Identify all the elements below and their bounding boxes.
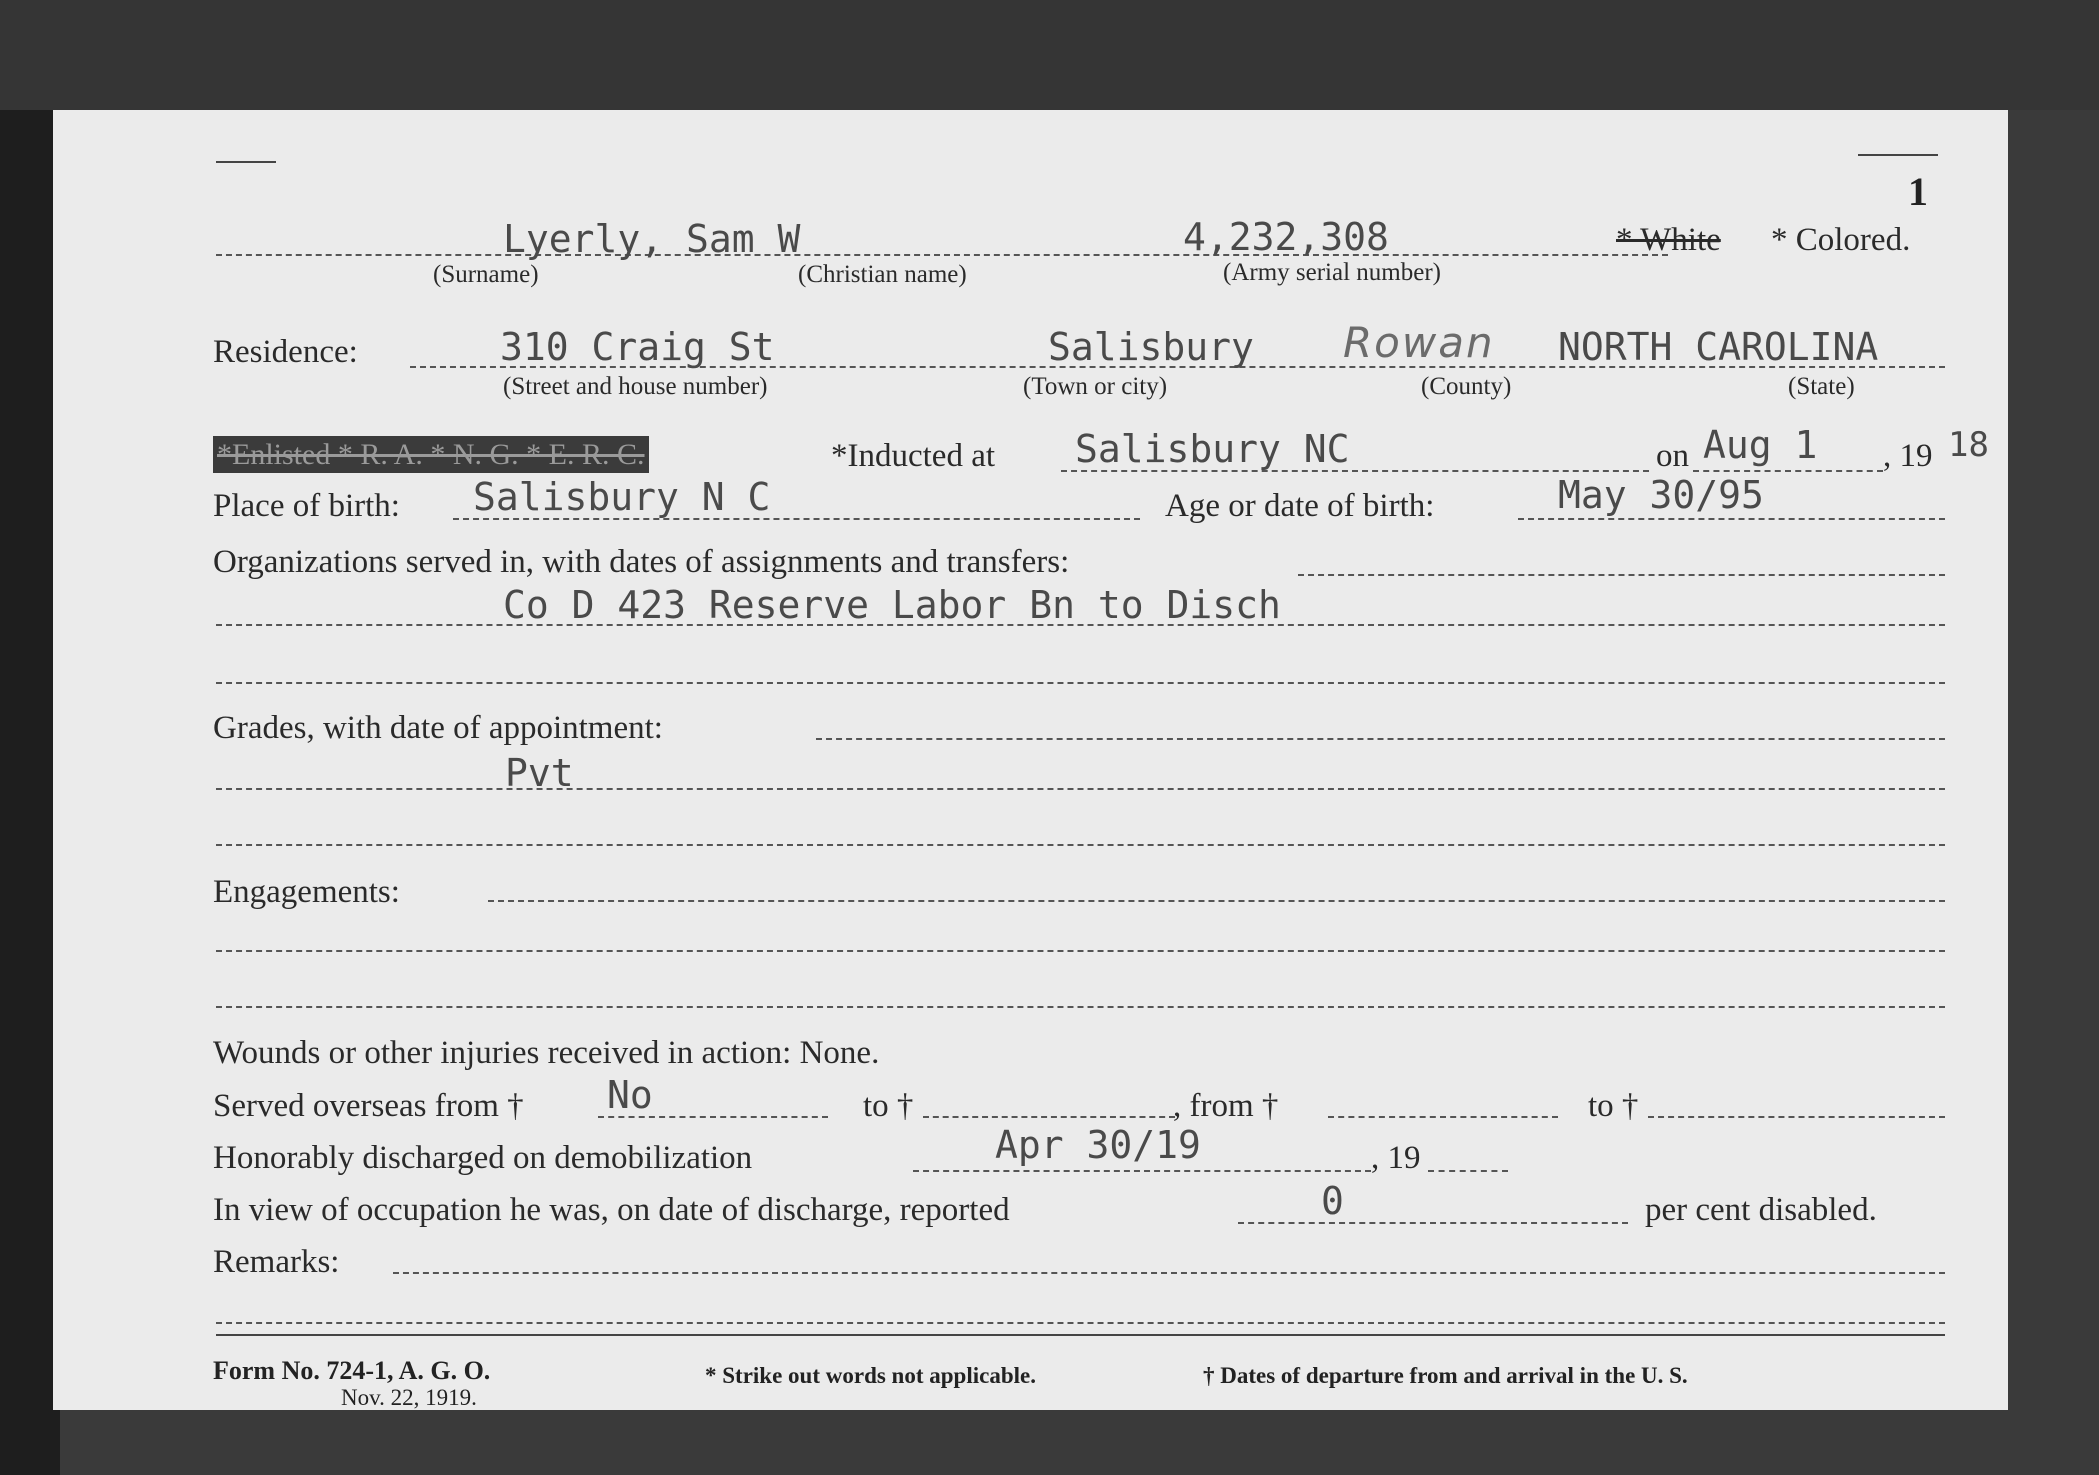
service-record-card: [53, 110, 2008, 1410]
organizations-value: Co D 423 Reserve Labor Bn to Disch: [503, 583, 1281, 627]
induction-year-prefix: , 19: [1883, 438, 1933, 474]
scanner-background-top: [0, 0, 2099, 110]
enlisted-options: *Enlisted * R. A. * N. G. * E. R. C.: [213, 440, 649, 470]
state-value: NORTH CAROLINA: [1558, 325, 1879, 369]
induction-date-value: Aug 1: [1703, 423, 1818, 467]
discharge-label: Honorably discharged on demobilization: [213, 1140, 753, 1176]
grades-line-2: [216, 788, 1945, 790]
overseas-to2-line: [1648, 1116, 1945, 1118]
birth-place-value: Salisbury N C: [473, 475, 771, 519]
engagements-line-1: [488, 900, 1945, 902]
organizations-line-3: [216, 682, 1945, 684]
disability-suffix: per cent disabled.: [1645, 1192, 1877, 1228]
remarks-line-2: [216, 1322, 1945, 1324]
name-line: [216, 254, 1668, 256]
colored-option: * Colored.: [1771, 222, 1911, 258]
discharge-date-line: [913, 1170, 1371, 1172]
strike-note: * Strike out words not applicable.: [705, 1363, 1036, 1388]
wounds-label: Wounds or other injuries received in action: None.: [213, 1035, 880, 1071]
disability-label: In view of occupation he was, on date of discharge, reported: [213, 1192, 1010, 1228]
engagements-line-3: [216, 1006, 1945, 1008]
induction-date-line: [1693, 470, 1883, 472]
discharge-year-line: [1428, 1170, 1508, 1172]
scanner-background-left: [0, 0, 60, 1475]
inducted-at-value: Salisbury NC: [1075, 427, 1350, 471]
induction-year-value: 18: [1948, 425, 1989, 465]
white-option: * White: [1616, 222, 1721, 258]
engagements-line-2: [216, 950, 1945, 952]
engagements-label: Engagements:: [213, 874, 400, 910]
overseas-to-line: [923, 1116, 1175, 1118]
disability-value: 0: [1321, 1179, 1344, 1223]
grades-value: Pvt: [505, 751, 574, 795]
card-number: 1: [1908, 169, 1928, 214]
footer-rule: [216, 1334, 1945, 1336]
surname-caption: (Surname): [433, 261, 539, 288]
organizations-label: Organizations served in, with dates of assignments and transfers:: [213, 544, 1070, 580]
birth-date-value: May 30/95: [1558, 473, 1764, 517]
county-caption: (County): [1421, 373, 1512, 400]
state-caption: (State): [1788, 373, 1855, 400]
overseas-from-label: , from †: [1173, 1088, 1279, 1124]
birth-place-label: Place of birth:: [213, 488, 400, 524]
town-value: Salisbury: [1048, 325, 1254, 369]
corner-mark-right: [1858, 154, 1938, 156]
grades-label: Grades, with date of appointment:: [213, 710, 663, 746]
county-value: Rowan: [1343, 318, 1495, 367]
overseas-label: Served overseas from †: [213, 1088, 524, 1124]
name-value: Lyerly, Sam W: [503, 217, 801, 261]
overseas-value: No: [607, 1073, 653, 1117]
overseas-from2-line: [1328, 1116, 1558, 1118]
disability-line: [1238, 1222, 1628, 1224]
grades-line-3: [216, 844, 1945, 846]
inducted-label: *Inducted at: [831, 438, 996, 474]
form-number: Form No. 724-1, A. G. O.: [213, 1356, 491, 1385]
street-value: 310 Craig St: [500, 325, 775, 369]
grades-line-1: [816, 738, 1945, 740]
discharge-date-value: Apr 30/19: [995, 1123, 1201, 1167]
town-caption: (Town or city): [1023, 373, 1168, 400]
overseas-to2-label: to †: [1588, 1088, 1639, 1124]
serial-caption: (Army serial number): [1223, 259, 1441, 286]
corner-mark-left: [216, 161, 276, 163]
street-caption: (Street and house number): [503, 373, 768, 400]
birth-date-label: Age or date of birth:: [1165, 488, 1435, 524]
dates-note: † Dates of departure from and arrival in the U. S.: [1203, 1363, 1688, 1388]
organizations-line-1: [1298, 574, 1945, 576]
birth-date-line: [1518, 518, 1945, 520]
remarks-label: Remarks:: [213, 1244, 340, 1280]
christian-name-caption: (Christian name): [798, 261, 967, 288]
remarks-line-1: [393, 1272, 1945, 1274]
discharge-year-label: , 19: [1371, 1140, 1421, 1176]
overseas-to-label: to †: [863, 1088, 914, 1124]
residence-label: Residence:: [213, 334, 358, 370]
on-label: on: [1656, 438, 1689, 474]
form-date: Nov. 22, 1919.: [341, 1385, 477, 1410]
serial-value: 4,232,308: [1183, 215, 1389, 259]
